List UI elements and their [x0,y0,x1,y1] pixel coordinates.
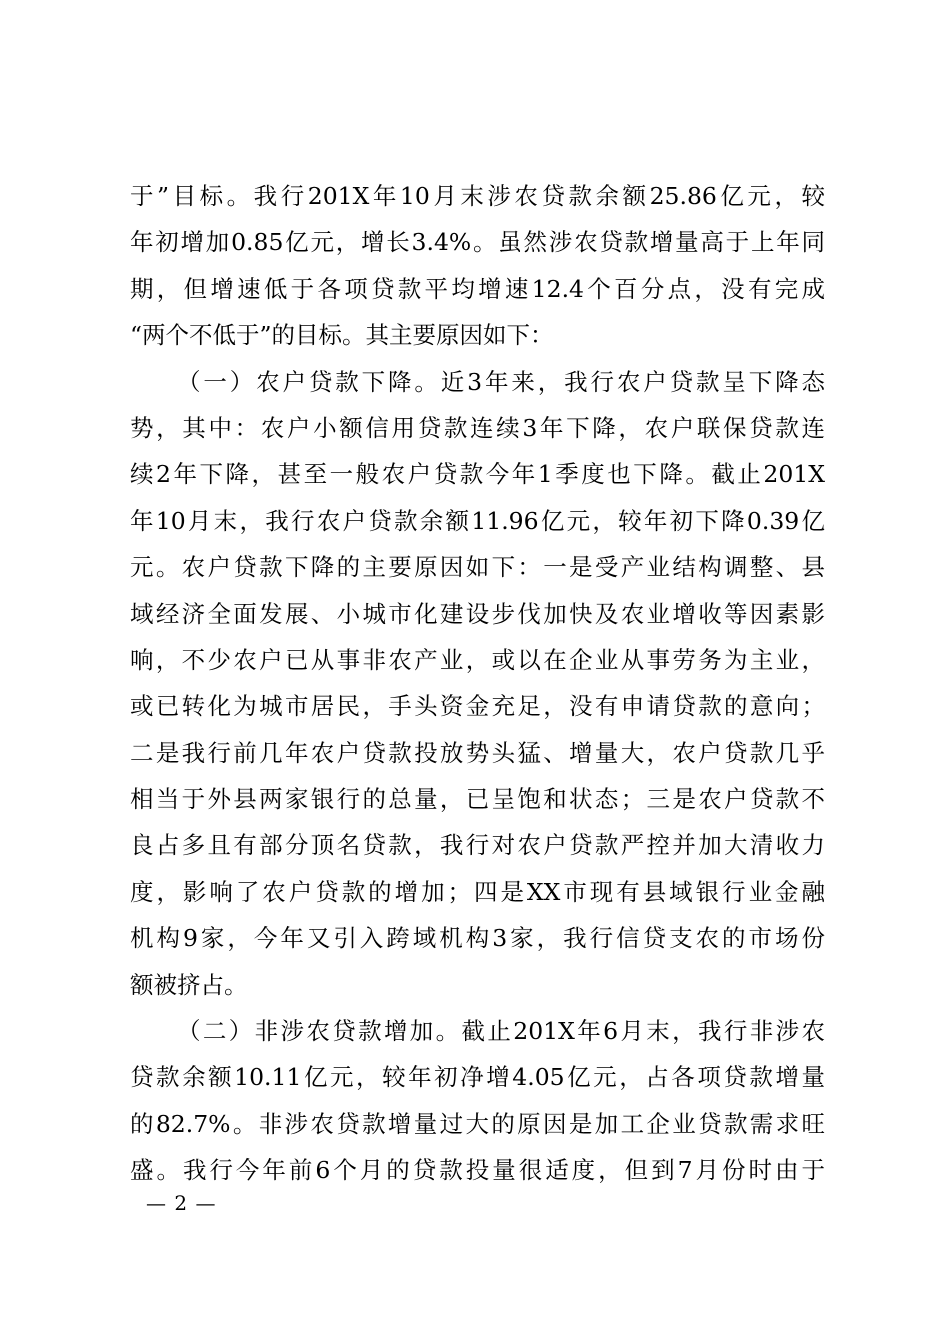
text-line: 相当于外县两家银行的总量，已呈饱和状态；三是农户贷款不 [130,785,825,814]
section-heading-line-2: （二）非涉农贷款增加。截止201X年6月末，我行非涉农 [177,1017,825,1046]
text-line: 域经济全面发展、小城市化建设步伐加快及农业增收等因素影 [130,599,825,628]
text-line: 度，影响了农户贷款的增加；四是XX市现有县域银行业金融 [130,877,825,906]
text-line: 的82.7%。非涉农贷款增量过大的原因是加工企业贷款需求旺 [130,1109,825,1138]
text-line: 期，但增速低于各项贷款平均增速12.4个百分点，没有完成 [130,274,825,303]
text-line: 机构9家，今年又引入跨域机构3家，我行信贷支农的市场份 [130,924,825,953]
text-line: 良占多且有部分顶名贷款，我行对农户贷款严控并加大清收力 [130,831,825,860]
text-line: 或已转化为城市居民，手头资金充足，没有申请贷款的意向； [130,692,825,721]
text-line: 势，其中：农户小额信用贷款连续3年下降，农户联保贷款连 [130,413,825,442]
text-line: 年初增加0.85亿元，增长3.4%。虽然涉农贷款增量高于上年同 [130,228,825,257]
page-number: — 2 — [146,1191,217,1215]
text-line: 贷款余额10.11亿元，较年初净增4.05亿元，占各项贷款增量 [130,1063,825,1092]
text-line: 于”目标。我行201X年10月末涉农贷款余额25.86亿元，较 [130,182,825,210]
text-line: 年10月末，我行农户贷款余额11.96亿元，较年初下降0.39亿 [130,506,825,535]
body-text [130,173,825,1194]
text-line: 续2年下降，甚至一般农户贷款今年1季度也下降。截止201X [130,460,825,489]
text-line: 元。农户贷款下降的主要原因如下：一是受产业结构调整、县 [130,553,825,582]
section-heading-line-1: （一）农户贷款下降。近3年来，我行农户贷款呈下降态 [177,367,825,396]
text-line: 二是我行前几年农户贷款投放势头猛、增量大，农户贷款几乎 [130,738,825,767]
text-line: 响，不少农户已从事非农产业，或以在企业从事劳务为主业， [130,645,825,674]
text-line: 额被挤占。 [130,970,248,999]
text-line: “两个不低于”的目标。其主要原因如下： [130,321,554,350]
text-line: 盛。我行今年前6个月的贷款投量很适度，但到7月份时由于 [130,1156,825,1185]
